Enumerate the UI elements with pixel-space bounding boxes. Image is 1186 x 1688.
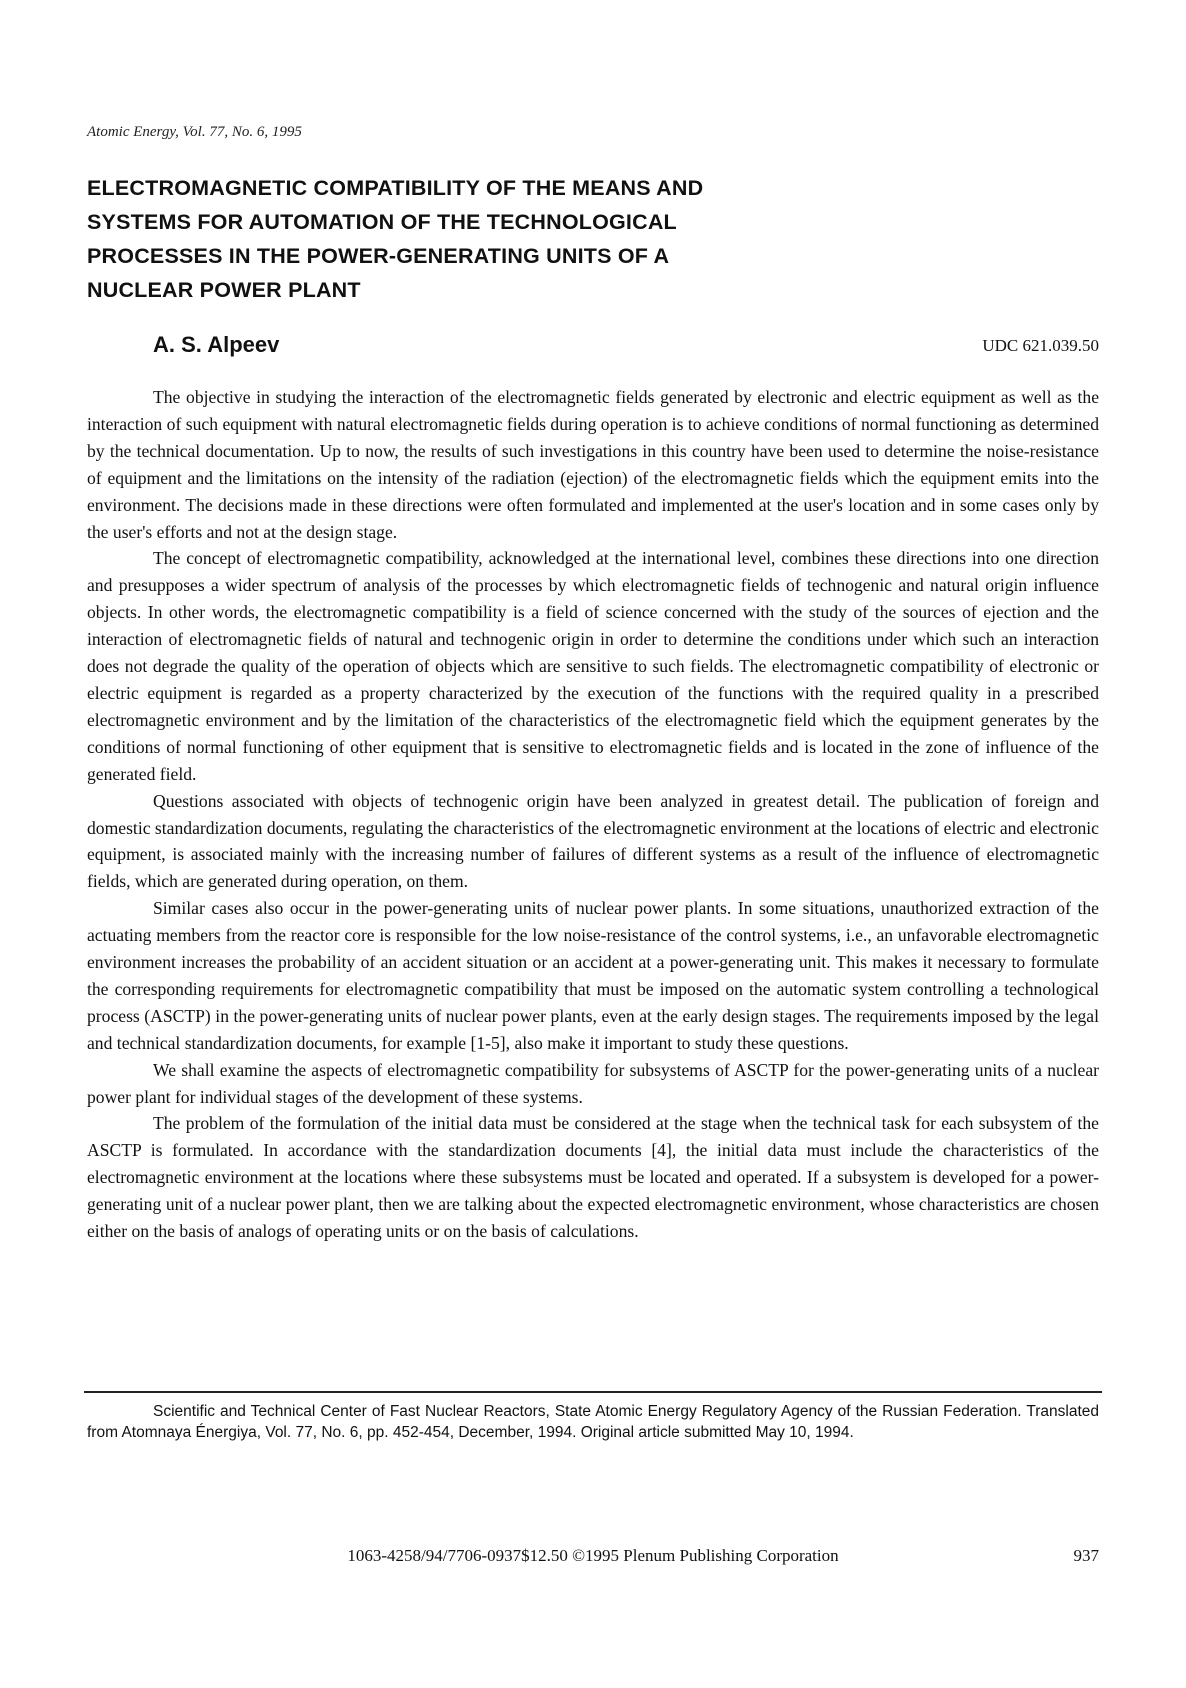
paragraph: We shall examine the aspects of electromagnetic compatibility for subsystems of ASCTP for the power-generating units of a nuclear power plant for individual stages of the development of these systems. xyxy=(87,1059,1099,1107)
author-name: A. S. Alpeev xyxy=(153,332,280,357)
title-line: PROCESSES IN THE POWER-GENERATING UNITS OF A xyxy=(87,244,670,268)
article-body xyxy=(87,384,1099,1245)
paragraph: The objective in studying the interaction of the electromagnetic fields generated by electronic and electric equipment as well as the interaction of such equipment with natural electromagnetic fields during operation is to achieve conditions of normal functioning as determined by the technical documentation. Up to now, the results of such investigations in this country have been used to determine the noise-resistance of equipment and the limitations on the intensity of the radiation (ejection) of the electromagnetic fields which the equipment emits into the environment. The decisions made in these directions were often formulated and implemented at the user's location and in some cases only by the user's efforts and not at the design stage. xyxy=(87,387,1099,542)
footnote-divider xyxy=(84,1391,1102,1393)
udc-code: UDC 621.039.50 xyxy=(982,336,1099,355)
title-line: ELECTROMAGNETIC COMPATIBILITY OF THE MEANS AND xyxy=(87,176,704,200)
paragraph: Questions associated with objects of technogenic origin have been analyzed in greatest detail. The publication of foreign and domestic standardization documents, regulating the characteristics of the electromagnetic environment at the locations of electric and electronic equipment, is associated mainly with the increasing number of failures of different systems as a result of the influence of electromagnetic fields, which are generated during operation, on them. xyxy=(87,790,1099,892)
article-title xyxy=(87,171,807,307)
copyright-line: 1063-4258/94/7706-0937$12.50 ©1995 Plenum Publishing Corporation xyxy=(347,1546,839,1565)
footnote-text: Scientific and Technical Center of Fast Nuclear Reactors, State Atomic Energy Regulatory Agency of the Russian Federation. Translated from Atomnaya Énergiya, Vol. 77, No. 6, pp. 452-454, December, 1994. Original article submitted May 10, 1994. xyxy=(87,1403,1099,1441)
page-number: 937 xyxy=(1073,1546,1099,1565)
title-line: NUCLEAR POWER PLANT xyxy=(87,278,361,302)
journal-citation: Atomic Energy, Vol. 77, No. 6, 1995 xyxy=(87,124,302,140)
paragraph: The concept of electromagnetic compatibility, acknowledged at the international level, combines these directions into one direction and presupposes a wider spectrum of analysis of the processes by which electromagnetic fields of technogenic and natural origin influence objects. In other words, the electromagnetic compatibility is a field of science concerned with the study of the sources of ejection and the interaction of electromagnetic fields of natural and technogenic origin in order to determine the conditions under which such an interaction does not degrade the quality of the operation of objects which are sensitive to such fields. The electromagnetic compatibility of electronic or electric equipment is regarded as a property characterized by the execution of the functions with the required quality in a prescribed electromagnetic environment and by the limitation of the characteristics of the electromagnetic field which the equipment generates by the conditions of normal functioning of other equipment that is sensitive to electromagnetic fields and is located in the zone of influence of the generated field. xyxy=(87,548,1099,784)
paragraph: Similar cases also occur in the power-generating units of nuclear power plants. In some situations, unauthorized extraction of the actuating members from the reactor core is responsible for the low noise-resistance of the control systems, i.e., an unfavorable electromagnetic environment increases the probability of an accident situation or an accident at a power-generating unit. This makes it necessary to formulate the corresponding requirements for electromagnetic compatibility that must be imposed on the automatic system controlling a technological process (ASCTP) in the power-generating units of nuclear power plants, even at the early design stages. The requirements imposed by the legal and technical standardization documents, for example [1-5], also make it important to study these questions. xyxy=(87,898,1099,1053)
paragraph: The problem of the formulation of the initial data must be considered at the stage when the technical task for each subsystem of the ASCTP is formulated. In accordance with the standardization documents [4], the initial data must include the characteristics of the electromagnetic environment at the locations where these subsystems must be located and operated. If a subsystem is developed for a power-generating unit of a nuclear power plant, then we are talking about the expected electromagnetic environment, whose characteristics are chosen either on the basis of analogs of operating units or on the basis of calculations. xyxy=(87,1113,1099,1242)
title-line: SYSTEMS FOR AUTOMATION OF THE TECHNOLOGICAL xyxy=(87,210,677,234)
footnote xyxy=(87,1401,1099,1443)
